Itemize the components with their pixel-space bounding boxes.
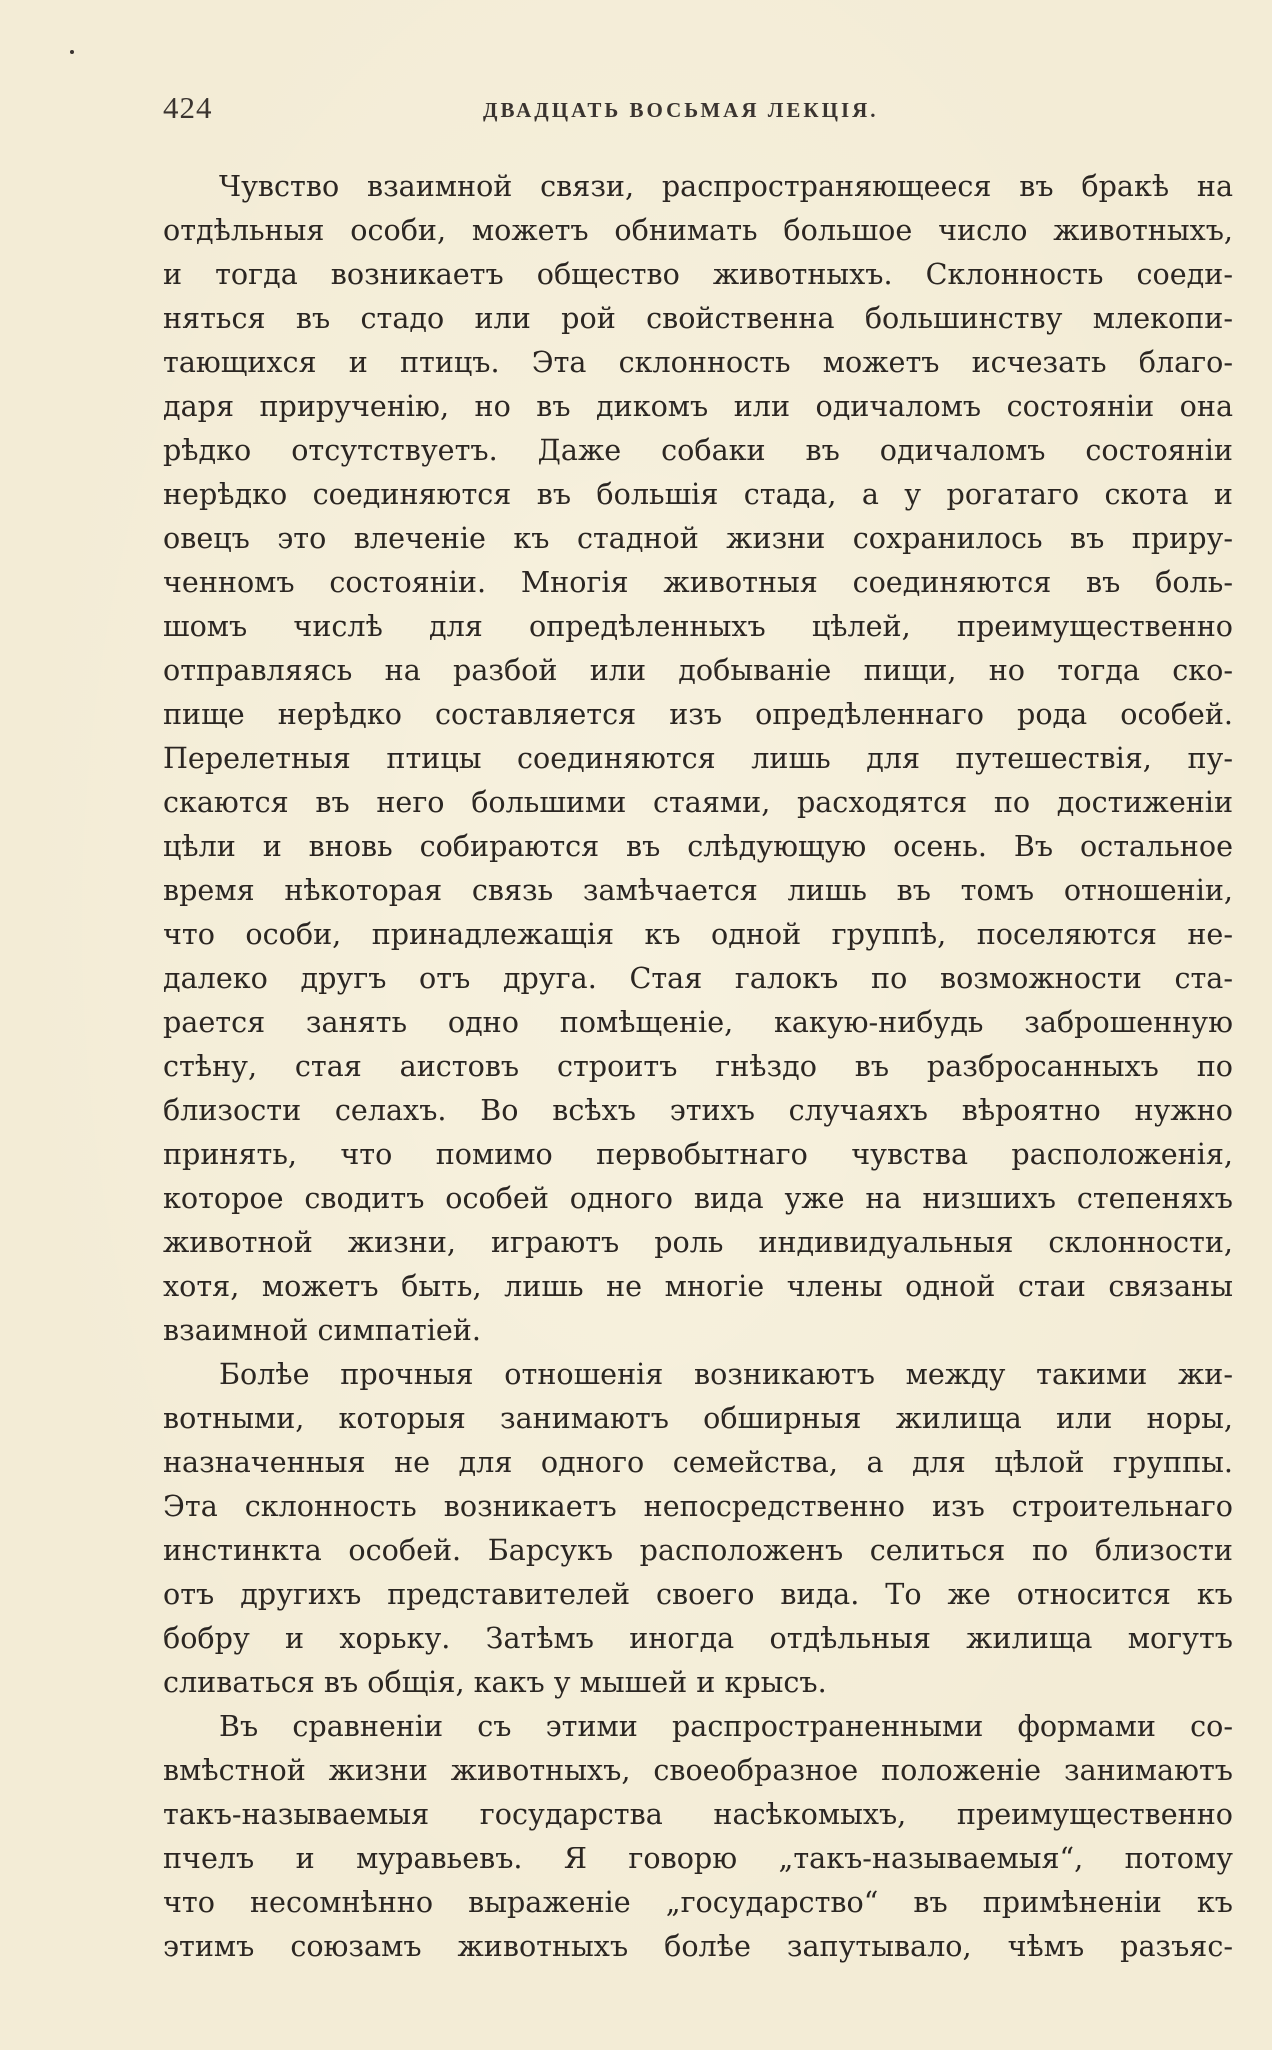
text-line: сливаться въ общія, какъ у мышей и крысъ. <box>163 1665 827 1699</box>
text-line: Эта склонность возникаетъ непосредственно изъ строительнаго <box>163 1489 1233 1523</box>
text-line: принять, что помимо первобытнаго чувства расположенія, <box>163 1137 1233 1171</box>
body-text <box>163 164 1233 1968</box>
text-line: Болѣе прочныя отношенія возникаютъ между такими жи- <box>219 1357 1233 1391</box>
text-line: хотя, можетъ быть, лишь не многіе члены одной стаи связаны <box>163 1269 1233 1303</box>
text-line: которое сводитъ особей одного вида уже на низшихъ степеняхъ <box>163 1181 1233 1215</box>
text-line: вотными, которыя занимаютъ обширныя жилища или норы, <box>163 1401 1233 1435</box>
text-line: что особи, принадлежащія къ одной группѣ, поселяются не- <box>163 917 1233 951</box>
text-line: Перелетныя птицы соединяются лишь для путешествія, пу- <box>163 741 1233 775</box>
text-line: отправляясь на разбой или добываніе пищи, но тогда ско- <box>163 653 1233 687</box>
text-line: что несомнѣнно выраженіе „государство“ въ примѣненіи къ <box>163 1885 1233 1919</box>
text-line: тающихся и птицъ. Эта склонность можетъ исчезать благо- <box>163 345 1233 379</box>
text-line: такъ-называемыя государства насѣкомыхъ, преимущественно <box>163 1797 1233 1831</box>
text-line: далеко другъ отъ друга. Стая галокъ по возможности ста- <box>163 961 1233 995</box>
text-line: отъ другихъ представителей своего вида. То же относится къ <box>163 1577 1233 1611</box>
text-line: взаимной симпатіей. <box>163 1313 481 1347</box>
text-line: няться въ стадо или рой свойственна большинству млекопи- <box>163 301 1233 335</box>
text-line: шомъ числѣ для опредѣленныхъ цѣлей, преимущественно <box>163 609 1233 643</box>
text-line: рается занять одно помѣщеніе, какую-нибудь заброшенную <box>163 1005 1233 1039</box>
text-line: стѣну, стая аистовъ строитъ гнѣздо въ разбросанныхъ по <box>163 1049 1233 1083</box>
text-line: даря прирученію, но въ дикомъ или одичаломъ состояніи она <box>163 389 1233 423</box>
text-line: назначенныя не для одного семейства, а для цѣлой группы. <box>163 1445 1233 1479</box>
text-line: нерѣдко соединяются въ большія стада, а у рогатаго скота и <box>163 477 1233 511</box>
text-line: отдѣльныя особи, можетъ обнимать большое число животныхъ, <box>163 213 1233 247</box>
text-line: вмѣстной жизни животныхъ, своеобразное положеніе занимаютъ <box>163 1753 1233 1787</box>
text-line: пчелъ и муравьевъ. Я говорю „такъ-называемыя“, потому <box>163 1841 1233 1875</box>
text-line: Чувство взаимной связи, распространяющееся въ бракѣ на <box>219 169 1233 203</box>
text-line: Въ сравненіи съ этими распространенными формами со- <box>219 1709 1233 1743</box>
text-line: ченномъ состояніи. Многія животныя соединяются въ боль- <box>163 565 1233 599</box>
page-number: 424 <box>163 90 213 125</box>
page-header <box>163 90 1233 130</box>
text-line: животной жизни, играютъ роль индивидуальныя склонности, <box>163 1225 1233 1259</box>
paragraph-2 <box>163 1352 1233 1704</box>
text-line: скаются въ него большими стаями, расходятся по достиженіи <box>163 785 1233 819</box>
text-line: и тогда возникаетъ общество животныхъ. Склонность соеди- <box>163 257 1233 291</box>
text-line: инстинкта особей. Барсукъ расположенъ селиться по близости <box>163 1533 1233 1567</box>
text-line: рѣдко отсутствуетъ. Даже собаки въ одичаломъ состояніи <box>163 433 1233 467</box>
text-line: время нѣкоторая связь замѣчается лишь въ томъ отношеніи, <box>163 873 1233 907</box>
text-line: пище нерѣдко составляется изъ опредѣленнаго рода особей. <box>163 697 1233 731</box>
paragraph-1 <box>163 164 1233 1352</box>
text-line: близости селахъ. Во всѣхъ этихъ случаяхъ вѣроятно нужно <box>163 1093 1233 1127</box>
text-line: цѣли и вновь собираются въ слѣдующую осень. Въ остальное <box>163 829 1233 863</box>
text-line: овецъ это влеченіе къ стадной жизни сохранилось въ приру- <box>163 521 1233 555</box>
text-line: этимъ союзамъ животныхъ болѣе запутывало, чѣмъ разъяс- <box>163 1929 1233 1963</box>
text-line: бобру и хорьку. Затѣмъ иногда отдѣльныя жилища могутъ <box>163 1621 1233 1655</box>
ink-speck <box>70 50 74 54</box>
paragraph-3 <box>163 1704 1233 1968</box>
running-title: ДВАДЦАТЬ ВОСЬМАЯ ЛЕКЦІЯ. <box>483 98 879 122</box>
